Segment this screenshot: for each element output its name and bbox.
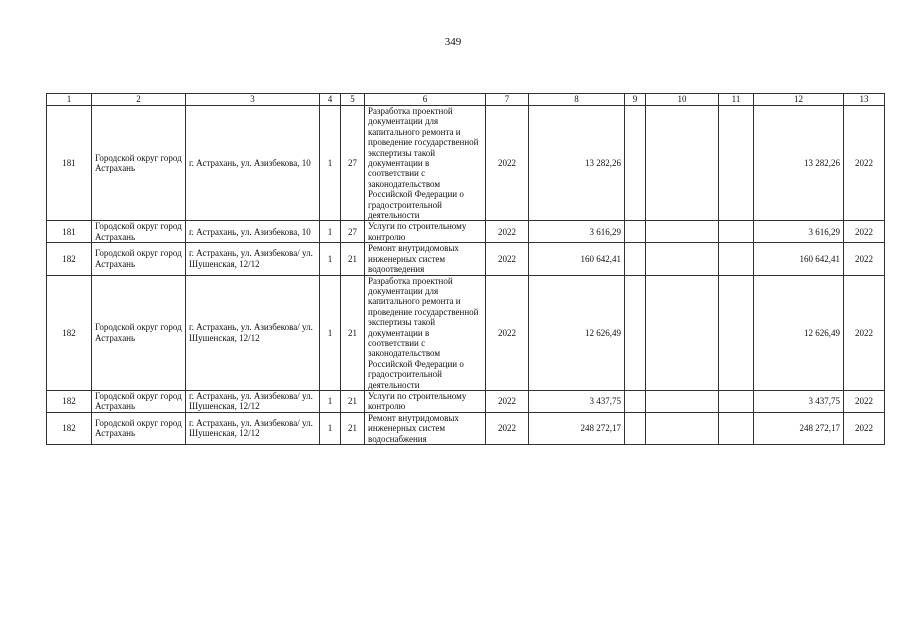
year-end-cell: 2022 — [844, 243, 885, 275]
page-number: 349 — [444, 36, 462, 48]
municipality-cell: Городской округ город Астрахань — [92, 106, 186, 221]
col11-cell — [719, 106, 754, 221]
table-row — [47, 275, 885, 390]
col5-cell: 21 — [341, 390, 365, 412]
row-number-cell: 182 — [47, 275, 92, 390]
col4-cell: 1 — [320, 390, 341, 412]
col11-cell — [719, 243, 754, 275]
col5-cell: 27 — [341, 221, 365, 243]
year-cell: 2022 — [486, 412, 529, 444]
work-type-cell: Ремонт внутридомовых инженерных систем водоснабжения — [365, 412, 486, 444]
municipality-cell: Городской округ город Астрахань — [92, 221, 186, 243]
column-header: 10 — [646, 94, 719, 106]
col9-cell — [625, 221, 646, 243]
amount-cell: 3 437,75 — [529, 390, 625, 412]
col11-cell — [719, 390, 754, 412]
col11-cell — [719, 221, 754, 243]
column-header: 9 — [625, 94, 646, 106]
col10-cell — [646, 390, 719, 412]
municipality-cell: Городской округ город Астрахань — [92, 412, 186, 444]
column-header: 11 — [719, 94, 754, 106]
amount-total-cell: 3 437,75 — [754, 390, 844, 412]
table-row — [47, 243, 885, 275]
amount-total-cell: 160 642,41 — [754, 243, 844, 275]
col9-cell — [625, 243, 646, 275]
municipality-cell: Городской округ город Астрахань — [92, 243, 186, 275]
year-end-cell: 2022 — [844, 412, 885, 444]
col11-cell — [719, 275, 754, 390]
year-cell: 2022 — [486, 221, 529, 243]
column-header: 5 — [341, 94, 365, 106]
amount-cell: 12 626,49 — [529, 275, 625, 390]
municipality-cell: Городской округ город Астрахань — [92, 390, 186, 412]
year-cell: 2022 — [486, 390, 529, 412]
column-header: 8 — [529, 94, 625, 106]
year-cell: 2022 — [486, 275, 529, 390]
column-header: 1 — [47, 94, 92, 106]
amount-cell: 160 642,41 — [529, 243, 625, 275]
table-row — [47, 221, 885, 243]
amount-total-cell: 3 616,29 — [754, 221, 844, 243]
col10-cell — [646, 243, 719, 275]
year-cell: 2022 — [486, 243, 529, 275]
col4-cell: 1 — [320, 275, 341, 390]
amount-cell: 3 616,29 — [529, 221, 625, 243]
table-row — [47, 412, 885, 444]
amount-total-cell: 12 626,49 — [754, 275, 844, 390]
row-number-cell: 181 — [47, 106, 92, 221]
col10-cell — [646, 275, 719, 390]
address-cell: г. Астрахань, ул. Азизбекова, 10 — [186, 221, 320, 243]
amount-total-cell: 248 272,17 — [754, 412, 844, 444]
work-type-cell: Услуги по строительному контролю — [365, 221, 486, 243]
column-header: 2 — [92, 94, 186, 106]
data-table — [46, 93, 885, 445]
amount-cell: 248 272,17 — [529, 412, 625, 444]
col11-cell — [719, 412, 754, 444]
year-end-cell: 2022 — [844, 221, 885, 243]
col5-cell: 21 — [341, 275, 365, 390]
col4-cell: 1 — [320, 243, 341, 275]
address-cell: г. Астрахань, ул. Азизбекова, 10 — [186, 106, 320, 221]
address-cell: г. Астрахань, ул. Азизбекова/ ул. Шушенская, 12/12 — [186, 243, 320, 275]
col4-cell: 1 — [320, 412, 341, 444]
col9-cell — [625, 412, 646, 444]
col10-cell — [646, 412, 719, 444]
col10-cell — [646, 106, 719, 221]
year-end-cell: 2022 — [844, 275, 885, 390]
amount-cell: 13 282,26 — [529, 106, 625, 221]
table-row — [47, 106, 885, 221]
year-end-cell: 2022 — [844, 106, 885, 221]
column-header: 4 — [320, 94, 341, 106]
amount-total-cell: 13 282,26 — [754, 106, 844, 221]
col9-cell — [625, 106, 646, 221]
row-number-cell: 182 — [47, 390, 92, 412]
col4-cell: 1 — [320, 221, 341, 243]
col5-cell: 21 — [341, 412, 365, 444]
year-cell: 2022 — [486, 106, 529, 221]
column-header: 6 — [365, 94, 486, 106]
column-header: 7 — [486, 94, 529, 106]
table-row — [47, 390, 885, 412]
address-cell: г. Астрахань, ул. Азизбекова/ ул. Шушенская, 12/12 — [186, 275, 320, 390]
year-end-cell: 2022 — [844, 390, 885, 412]
col9-cell — [625, 275, 646, 390]
row-number-cell: 182 — [47, 243, 92, 275]
col5-cell: 21 — [341, 243, 365, 275]
address-cell: г. Астрахань, ул. Азизбекова/ ул. Шушенская, 12/12 — [186, 412, 320, 444]
municipality-cell: Городской округ город Астрахань — [92, 275, 186, 390]
work-type-cell: Разработка проектной документации для капитального ремонта и проведение государственной экспертизы такой документации в соответствии с законодательством Российской Федерации о градостроительной деятельности — [365, 106, 486, 221]
column-header: 12 — [754, 94, 844, 106]
col10-cell — [646, 221, 719, 243]
row-number-cell: 182 — [47, 412, 92, 444]
work-type-cell: Услуги по строительному контролю — [365, 390, 486, 412]
work-type-cell: Ремонт внутридомовых инженерных систем водоотведения — [365, 243, 486, 275]
address-cell: г. Астрахань, ул. Азизбекова/ ул. Шушенская, 12/12 — [186, 390, 320, 412]
col5-cell: 27 — [341, 106, 365, 221]
work-type-cell: Разработка проектной документации для капитального ремонта и проведение государственной экспертизы такой документации в соответствии с законодательством Российской Федерации о градостроительной деятельности — [365, 275, 486, 390]
col4-cell: 1 — [320, 106, 341, 221]
column-header: 3 — [186, 94, 320, 106]
column-number-header-row — [47, 94, 885, 106]
row-number-cell: 181 — [47, 221, 92, 243]
col9-cell — [625, 390, 646, 412]
column-header: 13 — [844, 94, 885, 106]
